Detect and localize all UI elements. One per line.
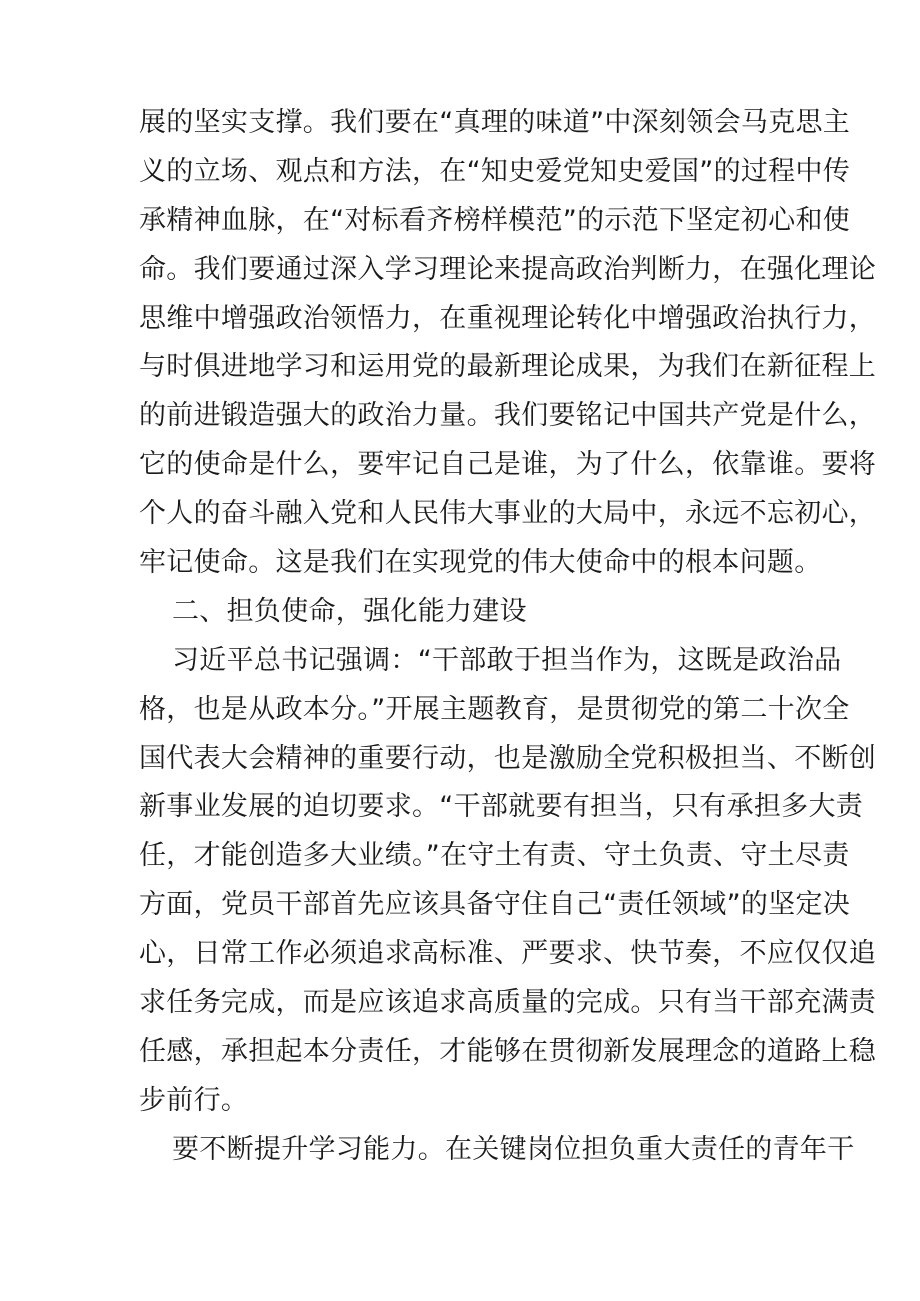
text-line: 要不断提升学习能力。在关键岗位担负重大责任的青年干 — [172, 1133, 855, 1165]
text-line: 命。我们要通过深入学习理论来提高政治判断力，在强化理论 — [139, 253, 877, 285]
text-line: 承精神血脉，在“对标看齐榜样模范”的示范下坚定初心和使 — [139, 204, 851, 236]
text-line: 国代表大会精神的重要行动，也是激励全党积极担当、不断创 — [139, 742, 877, 774]
text-line: 它的使命是什么，要牢记自己是谁，为了什么，依靠谁。要将 — [139, 449, 877, 481]
text-line: 新事业发展的迫切要求。“干部就要有担当，只有承担多大责 — [139, 791, 864, 823]
section-heading: 二、担负使命，强化能力建设 — [172, 595, 527, 627]
text-line: 步前行。 — [139, 1084, 249, 1116]
text-line: 思维中增强政治领悟力，在重视理论转化中增强政治执行力， — [139, 302, 877, 334]
text-line: 与时俱进地学习和运用党的最新理论成果，为我们在新征程上 — [139, 351, 877, 383]
text-line: 个人的奋斗融入党和人民伟大事业的大局中，永远不忘初心， — [139, 498, 877, 530]
text-line: 展的坚实支撑。我们要在“真理的味道”中深刻领会马克思主 — [139, 107, 851, 138]
text-line: 牢记使命。这是我们在实现党的伟大使命中的根本问题。 — [139, 547, 822, 579]
text-line: 任感，承担起本分责任，才能够在贯彻新发展理念的道路上稳 — [139, 1035, 877, 1067]
text-line: 方面，党员干部首先应该具备守住自己“责任领域”的坚定决 — [139, 889, 851, 921]
text-line: 求任务完成，而是应该追求高质量的完成。只有当干部充满责 — [139, 987, 877, 1019]
text-line: 心，日常工作必须追求高标准、严要求、快节奏，不应仅仅追 — [139, 938, 877, 970]
text-line: 习近平总书记强调：“干部敢于担当作为，这既是政治品 — [172, 644, 842, 676]
text-line: 格，也是从政本分。”开展主题教育，是贯彻党的第二十次全 — [139, 693, 850, 725]
text-line: 任，才能创造多大业绩。”在守土有责、守土负责、守土尽责 — [139, 840, 850, 872]
text-line: 的前进锻造强大的政治力量。我们要铭记中国共产党是什么， — [139, 400, 877, 432]
text-line: 义的立场、观点和方法，在“知史爱党知史爱国”的过程中传 — [139, 155, 851, 187]
document-body — [0, 99, 920, 1175]
